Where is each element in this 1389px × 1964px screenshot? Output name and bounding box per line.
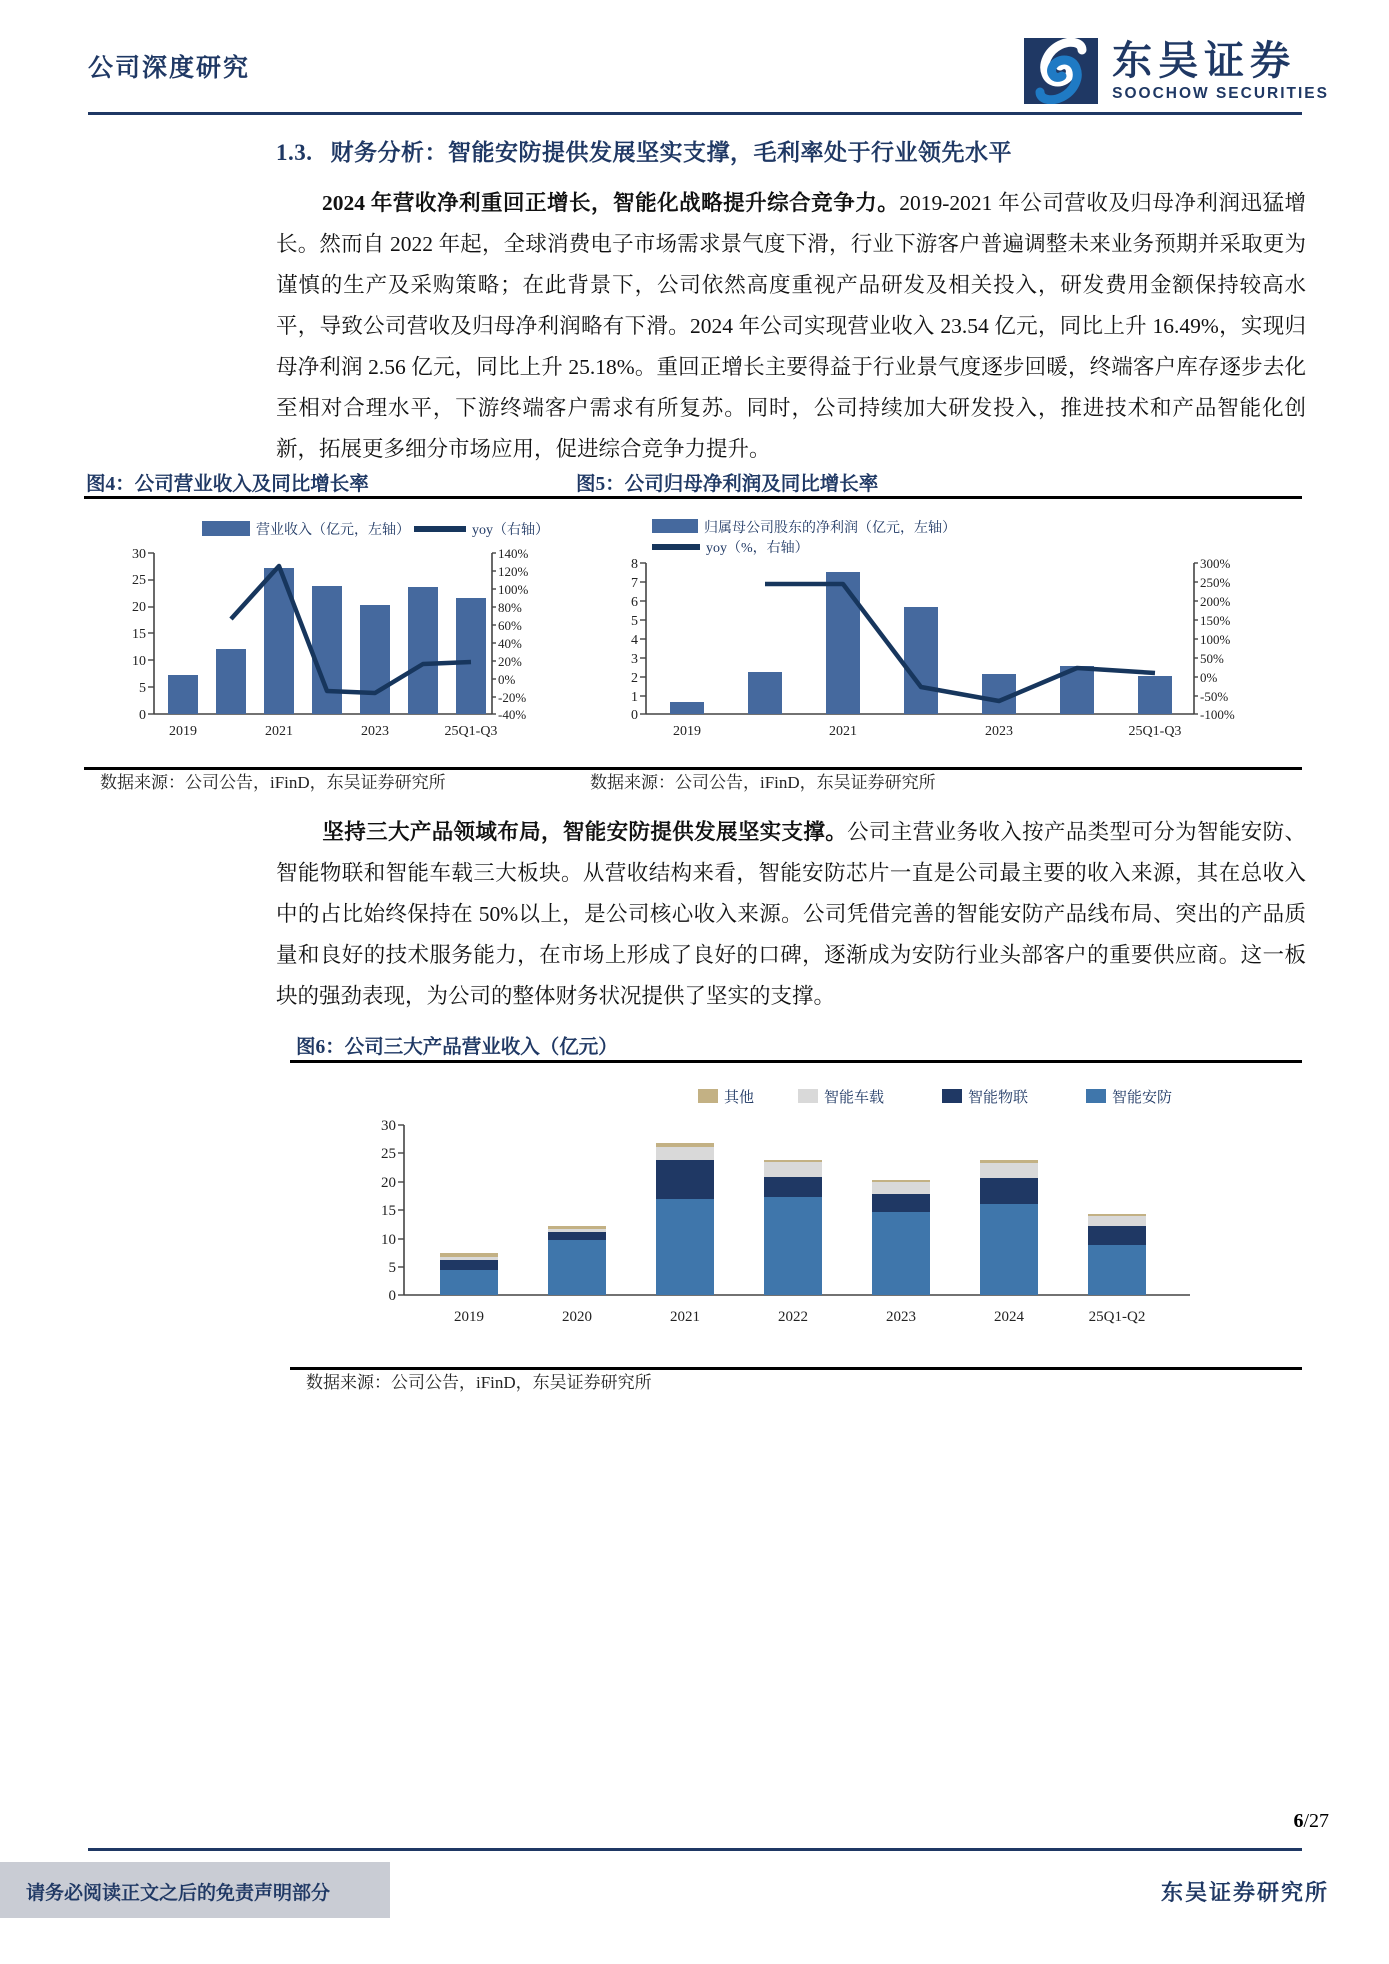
svg-text:yoy（右轴）: yoy（右轴）: [472, 523, 549, 538]
svg-text:140%: 140%: [498, 546, 529, 561]
svg-text:25: 25: [381, 1146, 396, 1162]
figure-6-source: 数据来源：公司公告，iFinD，东吴证券研究所: [306, 1373, 652, 1392]
logo-chinese-name: 东吴证券: [1112, 38, 1297, 83]
svg-text:50%: 50%: [1200, 651, 1224, 666]
svg-text:15: 15: [381, 1203, 396, 1219]
page-number: [1293, 1810, 1329, 1833]
figure-5-caption: 图5：公司归母净利润及同比增长率: [576, 474, 879, 495]
svg-text:0: 0: [139, 708, 146, 723]
svg-text:20: 20: [381, 1175, 396, 1191]
svg-text:2023: 2023: [361, 724, 389, 739]
svg-text:30: 30: [132, 547, 146, 562]
svg-text:智能安防: 智能安防: [1112, 1090, 1173, 1106]
section-heading: [276, 134, 1306, 167]
svg-text:2023: 2023: [985, 724, 1013, 739]
figure-4-chart: [84, 496, 574, 770]
svg-text:智能车载: 智能车载: [824, 1090, 885, 1106]
svg-text:200%: 200%: [1200, 594, 1231, 609]
svg-text:20%: 20%: [498, 654, 522, 669]
svg-text:15: 15: [132, 627, 146, 642]
svg-text:3: 3: [631, 652, 638, 667]
figure-4-caption: 图4：公司营业收入及同比增长率: [86, 474, 369, 495]
svg-text:-100%: -100%: [1200, 707, 1235, 722]
figure-5-source: 数据来源：公司公告，iFinD，东吴证券研究所: [590, 773, 936, 792]
figure-6-chart: [290, 1060, 1302, 1370]
logo-wordmark: [1112, 38, 1329, 102]
svg-text:10: 10: [132, 654, 146, 669]
figure-4-source: 数据来源：公司公告，iFinD，东吴证券研究所: [100, 773, 446, 792]
svg-text:5: 5: [631, 614, 638, 629]
svg-text:5: 5: [388, 1260, 396, 1276]
svg-text:25Q1-Q3: 25Q1-Q3: [444, 724, 498, 739]
svg-text:2020: 2020: [562, 1309, 592, 1325]
page-number-total: 27: [1309, 1810, 1329, 1832]
svg-text:25Q1-Q3: 25Q1-Q3: [1128, 724, 1182, 739]
svg-text:其他: 其他: [724, 1090, 755, 1106]
svg-text:80%: 80%: [498, 600, 522, 615]
svg-text:7: 7: [631, 576, 638, 591]
svg-text:6: 6: [631, 595, 638, 610]
svg-text:8: 8: [631, 557, 638, 572]
svg-text:2019: 2019: [169, 724, 197, 739]
institute-name: 东吴证券研究所: [1160, 1880, 1329, 1905]
disclaimer-text: 请务必阅读正文之后的免责声明部分: [26, 1883, 331, 1904]
svg-text:20: 20: [132, 600, 146, 615]
paragraph-product-segments: [276, 812, 1306, 1017]
svg-text:0%: 0%: [498, 672, 516, 687]
footer-divider: [88, 1848, 1302, 1851]
svg-text:2: 2: [631, 671, 638, 686]
svg-text:10: 10: [381, 1232, 396, 1248]
svg-text:0: 0: [631, 708, 638, 723]
svg-text:yoy（%，右轴）: yoy（%，右轴）: [706, 541, 809, 556]
svg-text:0: 0: [388, 1288, 396, 1304]
svg-text:0%: 0%: [1200, 670, 1218, 685]
svg-text:60%: 60%: [498, 618, 522, 633]
svg-text:100%: 100%: [498, 582, 529, 597]
paragraph-1-lead: 2024 年营收净利重回正增长，智能化战略提升综合竞争力。: [322, 191, 900, 215]
soochow-logo-mark: [1024, 38, 1098, 104]
figure-5-chart: [574, 496, 1302, 770]
svg-text:2021: 2021: [829, 724, 857, 739]
svg-text:5: 5: [139, 681, 146, 696]
header-divider: [88, 112, 1302, 115]
figure-6-caption: 图6：公司三大产品营业收入（亿元）: [296, 1037, 618, 1058]
company-logo: [1024, 38, 1329, 104]
page-number-current: 6: [1293, 1810, 1304, 1832]
paragraph-2-body: 公司主营业务收入按产品类型可分为智能安防、智能物联和智能车载三大板块。从营收结构来看，智能安防芯片一直是公司最主要的收入来源，其在总收入中的占比始终保持在 50%以上，是公司核心收入来源。公司凭借完善的智能安防产品线布局、突出的产品质量和良好的技术服务能力，在市场上形成了良好的口碑，逐渐成为安防行业头部客户的重要供应商。这一板块的强劲表现，为公司的整体财务状况提供了坚实的支撑。: [276, 820, 1306, 1008]
svg-text:智能物联: 智能物联: [968, 1090, 1029, 1106]
svg-text:120%: 120%: [498, 564, 529, 579]
paragraph-1-body: 2019-2021 年公司营收及归母净利润迅猛增长。然而自 2022 年起，全球消费电子市场需求景气度下滑，行业下游客户普遍调整未来业务预期并采取更为谨慎的生产及采购策略；在此背景下，公司依然高度重视产品研发及相关投入，研发费用金额保持较高水平，导致公司营收及归母净利润略有下滑。2024 年公司实现营业收入 23.54 亿元，同比上升 16.49%，实现归母净利润 2.56 亿元，同比上升 25.18%。重回正增长主要得益于行业景气度逐步回暖，终端客户库存逐步去化至相对合理水平，下游终端客户需求有所复苏。同时，公司持续加大研发投入，推进技术和产品智能化创新，拓展更多细分市场应用，促进综合竞争力提升。: [276, 191, 1306, 461]
svg-text:25Q1-Q2: 25Q1-Q2: [1088, 1309, 1146, 1325]
section-title-text: 财务分析：智能安防提供发展坚实支撑，毛利率处于行业领先水平: [330, 140, 1012, 165]
svg-text:40%: 40%: [498, 636, 522, 651]
report-type-label: 公司深度研究: [88, 55, 251, 82]
paragraph-2-lead: 坚持三大产品领域布局，智能安防提供发展坚实支撑。: [322, 820, 848, 844]
svg-text:归属母公司股东的净利润（亿元，左轴）: 归属母公司股东的净利润（亿元，左轴）: [704, 521, 956, 536]
svg-text:2021: 2021: [670, 1309, 700, 1325]
page-number-separator: /: [1303, 1810, 1309, 1832]
page-header: [0, 0, 1389, 120]
svg-text:25: 25: [132, 573, 146, 588]
svg-text:2021: 2021: [265, 724, 293, 739]
svg-text:2023: 2023: [886, 1309, 916, 1325]
svg-text:-50%: -50%: [1200, 689, 1229, 704]
svg-text:2024: 2024: [994, 1309, 1024, 1325]
svg-text:100%: 100%: [1200, 632, 1231, 647]
svg-text:150%: 150%: [1200, 613, 1231, 628]
svg-text:250%: 250%: [1200, 575, 1231, 590]
svg-text:-20%: -20%: [498, 690, 527, 705]
svg-text:-40%: -40%: [498, 707, 527, 722]
logo-english-name: SOOCHOW SECURITIES: [1112, 84, 1329, 102]
svg-text:2022: 2022: [778, 1309, 808, 1325]
svg-text:营业收入（亿元，左轴）: 营业收入（亿元，左轴）: [256, 523, 410, 538]
paragraph-financial-analysis: [276, 183, 1306, 470]
svg-text:30: 30: [381, 1118, 396, 1134]
svg-text:300%: 300%: [1200, 556, 1231, 571]
svg-text:2019: 2019: [454, 1309, 484, 1325]
svg-text:4: 4: [631, 633, 638, 648]
svg-text:2019: 2019: [673, 724, 701, 739]
section-number: 1.3.: [276, 140, 313, 165]
svg-text:1: 1: [631, 690, 638, 705]
